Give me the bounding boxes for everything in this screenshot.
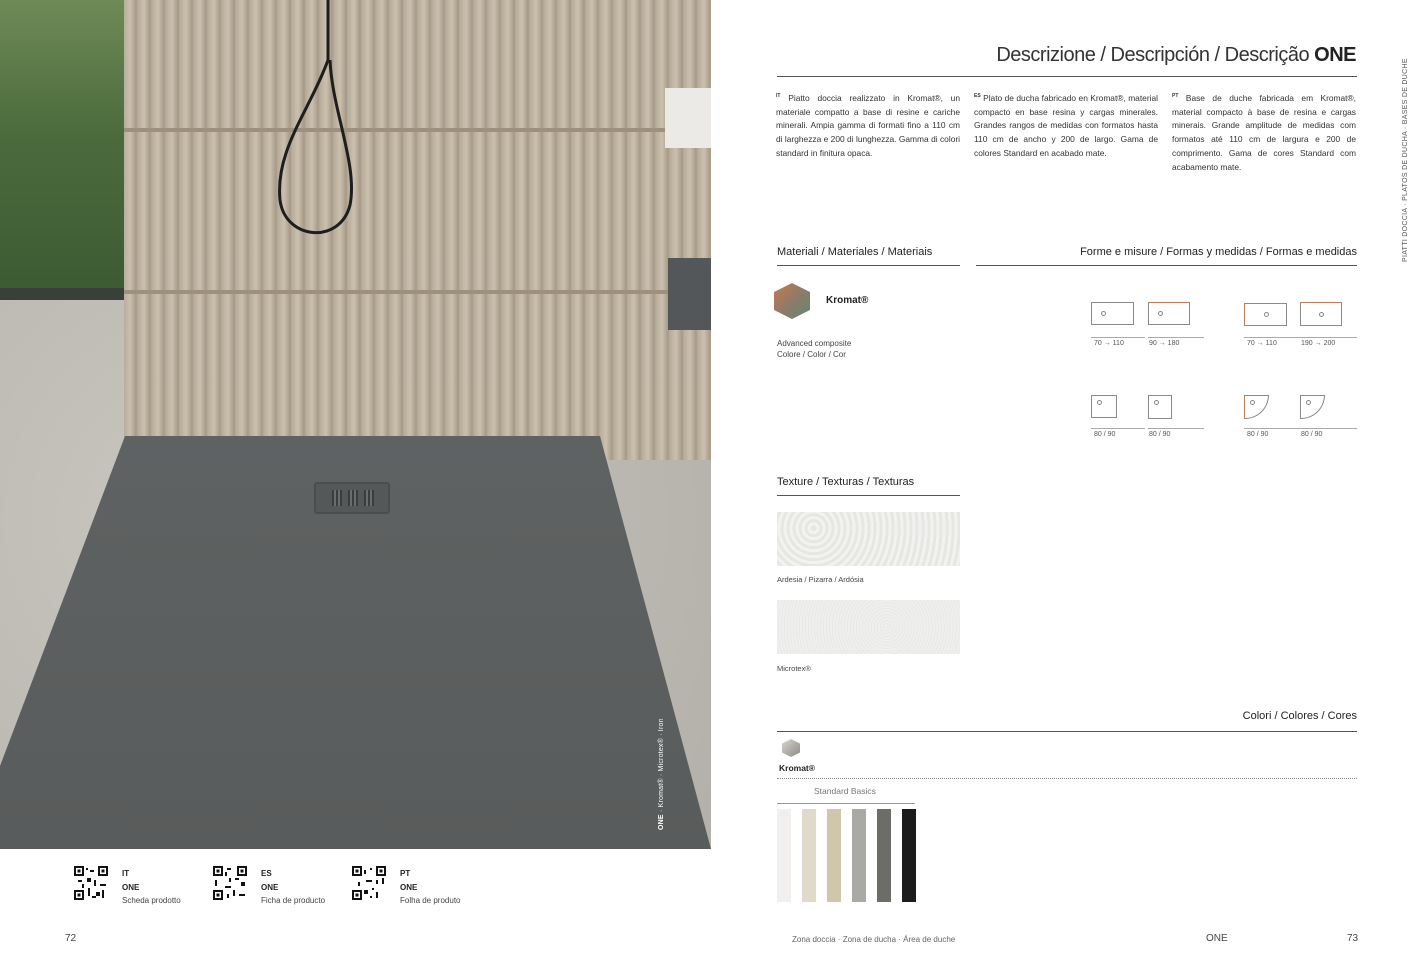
colors-title: Colori / Colores / Cores <box>1242 710 1357 722</box>
color-swatch <box>877 809 891 902</box>
shapes-rule <box>976 265 1357 266</box>
shape-line <box>1298 337 1357 338</box>
qr-lang: IT <box>122 869 130 878</box>
shape-quarter-icon <box>1300 395 1325 419</box>
colors-material-name: Kromat® <box>779 763 816 773</box>
photo-caption: ONE · Kromat® · Microtex® · Iron <box>658 718 665 830</box>
shape-rect-icon <box>1300 302 1342 326</box>
material-color-label: Colore / Color / Cor <box>777 350 846 359</box>
page-title: Descrizione / Descripción / Descrição ONE <box>996 44 1356 66</box>
shape-label: 70 → 110 <box>1094 340 1124 347</box>
texture-label: Ardesia / Pizarra / Ardósia <box>777 575 864 584</box>
shape-label: 90 → 180 <box>1149 340 1180 347</box>
standard-basics-label: Standard Basics <box>814 786 876 796</box>
photo-garden <box>0 0 124 300</box>
qr-product: ONE <box>122 883 140 892</box>
photo-wall <box>124 0 711 460</box>
description-es: $^{ES}$ Plato de ducha fabricado en Kromat®, material compacto en base resina y cargas minerales. Grandes rangos de medidas con formatos hasta 110 cm de ancho y 200 de largo. Gama de colores Standard en acabado mate. <box>974 92 1158 158</box>
shape-line <box>1148 428 1204 429</box>
shape-square-icon <box>1091 395 1117 418</box>
shape-square-icon <box>1148 395 1172 419</box>
shape-rect-icon <box>1244 303 1287 326</box>
qr-code-icon[interactable] <box>74 866 108 900</box>
qr-block-es[interactable] <box>213 866 343 908</box>
materials-title: Materiali / Materiales / Materiais <box>777 246 933 258</box>
color-swatch <box>777 809 791 902</box>
color-swatch <box>852 809 866 902</box>
shape-line <box>1091 337 1145 338</box>
qr-block-pt[interactable] <box>352 866 482 908</box>
shape-label: 80 / 90 <box>1094 431 1116 438</box>
shape-line <box>1244 337 1298 338</box>
kromat-swatch-icon <box>774 283 810 319</box>
shape-line <box>1244 428 1298 429</box>
description-pt: $^{PT}$ Base de duche fabricada em Kromat®, material compacto à base de resina e cargas minerais. Grande amplitude de medidas com formatos até 110 cm de largura e 200 de comprimento. Gama de cores Standard com acabamento mate. <box>1172 92 1356 172</box>
textures-title: Texture / Texturas / Texturas <box>777 476 915 488</box>
shape-line <box>1148 337 1204 338</box>
texture-ardesia-swatch <box>777 512 960 566</box>
footer-section: Zona doccia · Zona de ducha · Área de duche <box>792 935 956 944</box>
qr-lang: PT <box>400 869 411 878</box>
color-swatch <box>902 809 916 902</box>
kromat-color-icon <box>782 739 800 757</box>
shape-quarter-icon <box>1244 395 1269 419</box>
qr-doc-label: Scheda prodotto <box>122 896 181 905</box>
shape-rect-icon <box>1091 302 1134 325</box>
color-swatch <box>827 809 841 902</box>
page-number-left: 72 <box>65 933 77 944</box>
shape-label: 70 → 110 <box>1247 340 1277 347</box>
standard-basics-rule <box>777 803 915 804</box>
shape-rect-icon <box>1148 302 1190 325</box>
qr-code-icon[interactable] <box>352 866 386 900</box>
shape-line <box>1091 428 1145 429</box>
materials-rule <box>777 265 960 266</box>
shape-label: 80 / 90 <box>1301 431 1323 438</box>
page-number-right: 73 <box>1347 933 1359 944</box>
texture-label: Microtex® <box>777 664 811 673</box>
colors-rule <box>777 731 1357 732</box>
shapes-title: Forme e misure / Formas y medidas / Formas e medidas <box>1080 246 1357 258</box>
material-type: Advanced composite <box>777 339 852 348</box>
colors-dotted-rule <box>777 778 1357 779</box>
qr-product: ONE <box>400 883 418 892</box>
photo-shelf <box>665 88 711 148</box>
material-name: Kromat® <box>826 295 869 306</box>
shower-hose <box>270 0 390 250</box>
texture-microtex-swatch <box>777 600 960 654</box>
qr-doc-label: Folha de produto <box>400 896 461 905</box>
textures-rule <box>777 495 960 496</box>
color-swatch <box>802 809 816 902</box>
footer-product: ONE <box>1206 933 1228 944</box>
qr-doc-label: Ficha de producto <box>261 896 326 905</box>
shape-label: 80 / 90 <box>1247 431 1269 438</box>
product-photo <box>0 0 711 849</box>
qr-product: ONE <box>261 883 279 892</box>
description-it: $^{IT}$ Piatto doccia realizzato in Kromat®, un materiale compatto a base di resine e cariche minerali. Ampia gamma di formati fino a 110 cm di larghezza e 200 di lunghezza. Gamma di colori standard in finitura opaca. <box>776 92 960 158</box>
side-section-label: PIATTI DOCCIA · PLATOS DE DUCHA · BASES DE DUCHE <box>1402 58 1409 262</box>
shape-label: 80 / 90 <box>1149 431 1171 438</box>
shape-line <box>1298 428 1357 429</box>
tray-drain <box>314 482 390 514</box>
qr-block-it[interactable] <box>74 866 204 908</box>
photo-shelf-dark <box>668 258 711 330</box>
qr-lang: ES <box>261 869 272 878</box>
qr-code-icon[interactable] <box>213 866 247 900</box>
shape-label: 190 → 200 <box>1301 340 1336 347</box>
title-rule <box>777 76 1357 77</box>
